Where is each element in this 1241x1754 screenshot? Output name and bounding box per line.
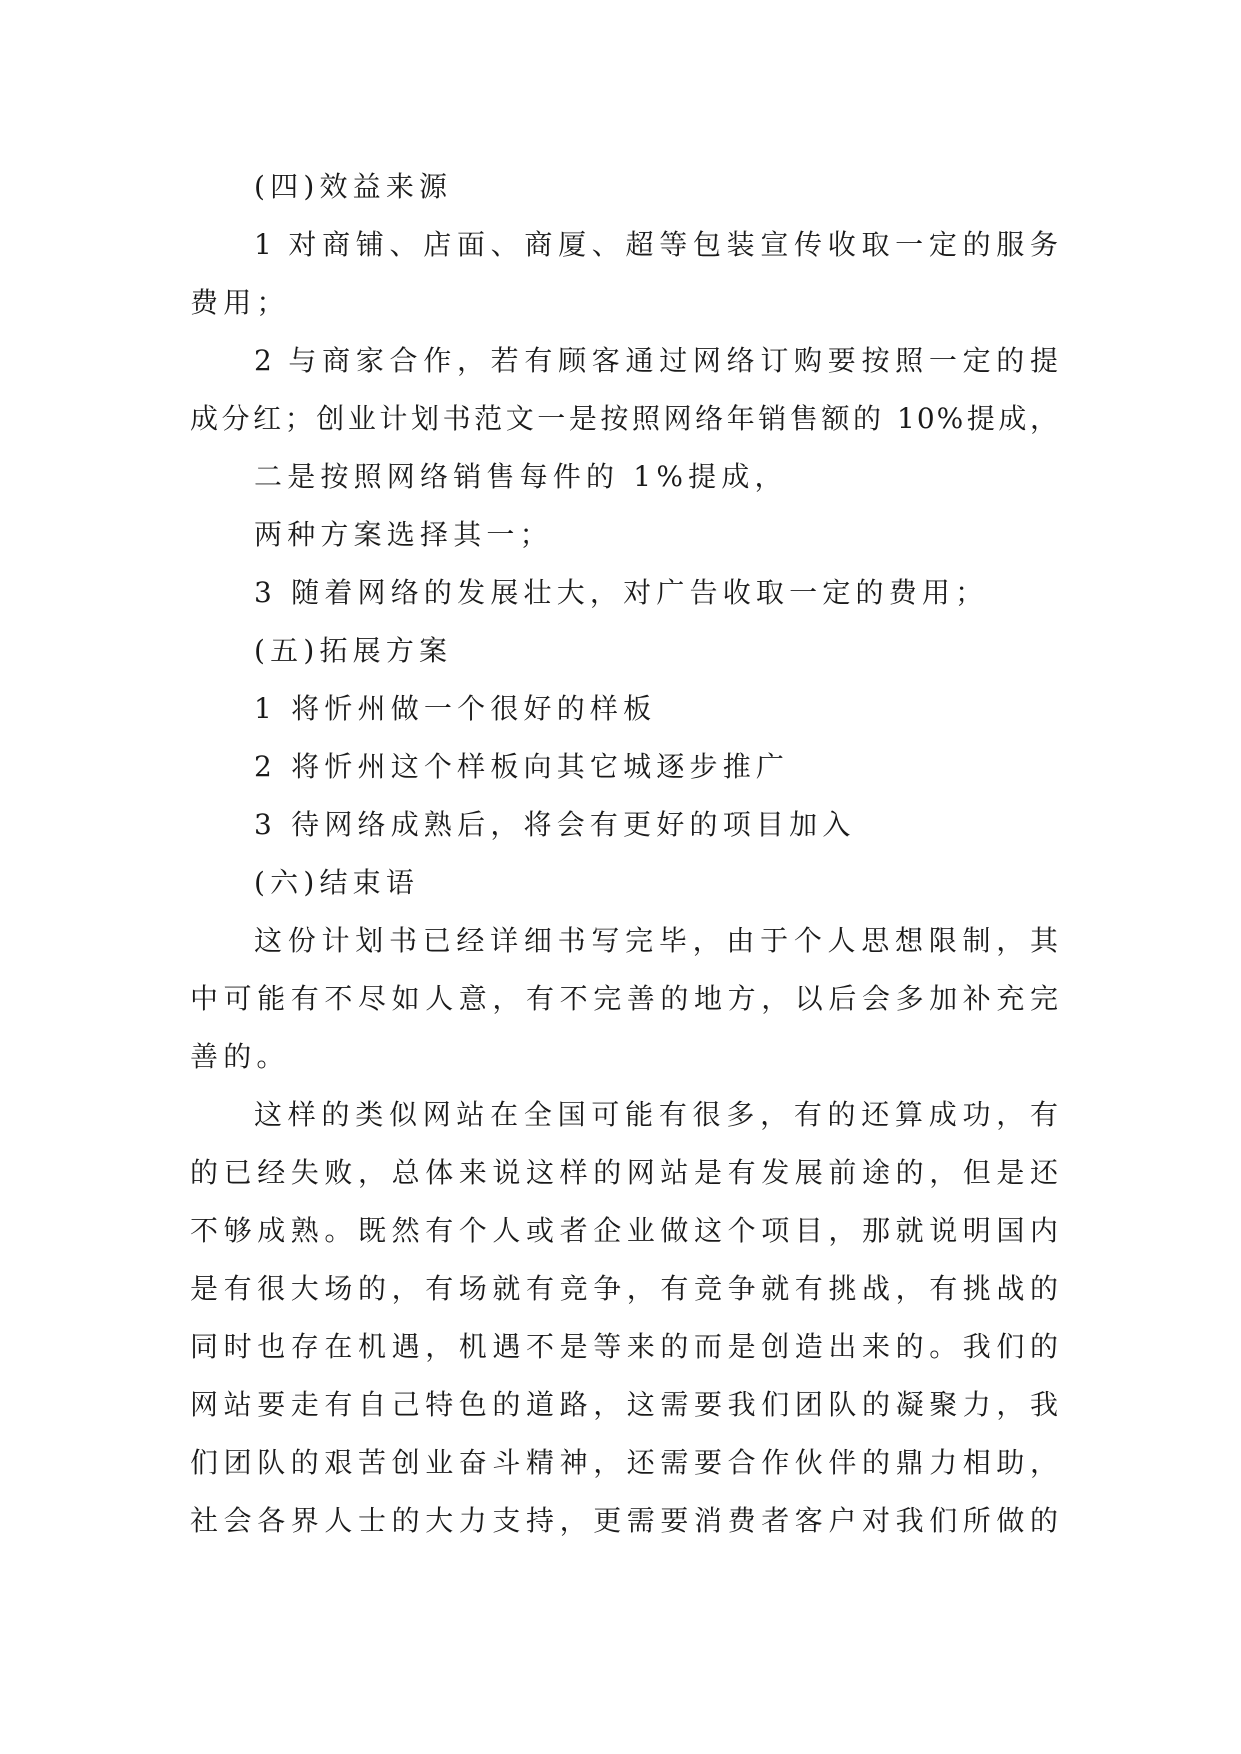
text-line: 中可能有不尽如人意，有不完善的地方，以后会多加补充完 <box>190 982 1060 1015</box>
text-line: 1 将忻州做一个很好的样板 <box>254 692 657 725</box>
text-line: 成分红；创业计划书范文一是按照网络年销售额的 10%提成， <box>190 402 1060 435</box>
text-line: 不够成熟。既然有个人或者企业做这个项目，那就说明国内 <box>190 1214 1060 1247</box>
text-line: 两种方案选择其一； <box>254 518 553 551</box>
text-line: 的已经失败，总体来说这样的网站是有发展前途的，但是还 <box>190 1156 1060 1189</box>
text-line: 社会各界人士的大力支持，更需要消费者客户对我们所做的 <box>190 1504 1060 1537</box>
document-body <box>190 158 1060 1550</box>
text-line: 是有很大场的，有场就有竞争，有竞争就有挑战，有挑战的 <box>190 1272 1060 1305</box>
text-line: 1 对商铺、店面、商厦、超等包装宣传收取一定的服务 <box>254 228 1060 261</box>
text-line: (四)效益来源 <box>254 170 453 203</box>
text-line: 2 将忻州这个样板向其它城逐步推广 <box>254 750 790 783</box>
text-line: 网站要走有自己特色的道路，这需要我们团队的凝聚力，我 <box>190 1388 1060 1421</box>
text-line: 们团队的艰苦创业奋斗精神，还需要合作伙伴的鼎力相助， <box>190 1446 1060 1479</box>
text-line: 这样的类似网站在全国可能有很多，有的还算成功，有 <box>254 1098 1060 1131</box>
text-line: (五)拓展方案 <box>254 634 453 667</box>
text-line: 费用； <box>190 286 290 319</box>
text-line: 3 随着网络的发展壮大，对广告收取一定的费用； <box>254 576 989 609</box>
text-line: 二是按照网络销售每件的 1%提成， <box>254 460 788 493</box>
text-line: 善的。 <box>190 1040 290 1073</box>
text-line: 同时也存在机遇，机遇不是等来的而是创造出来的。我们的 <box>190 1330 1060 1363</box>
text-line: (六)结束语 <box>254 866 420 899</box>
text-line: 2 与商家合作，若有顾客通过网络订购要按照一定的提 <box>254 344 1060 377</box>
text-line: 这份计划书已经详细书写完毕，由于个人思想限制，其 <box>254 924 1060 957</box>
text-line: 3 待网络成熟后，将会有更好的项目加入 <box>254 808 856 841</box>
